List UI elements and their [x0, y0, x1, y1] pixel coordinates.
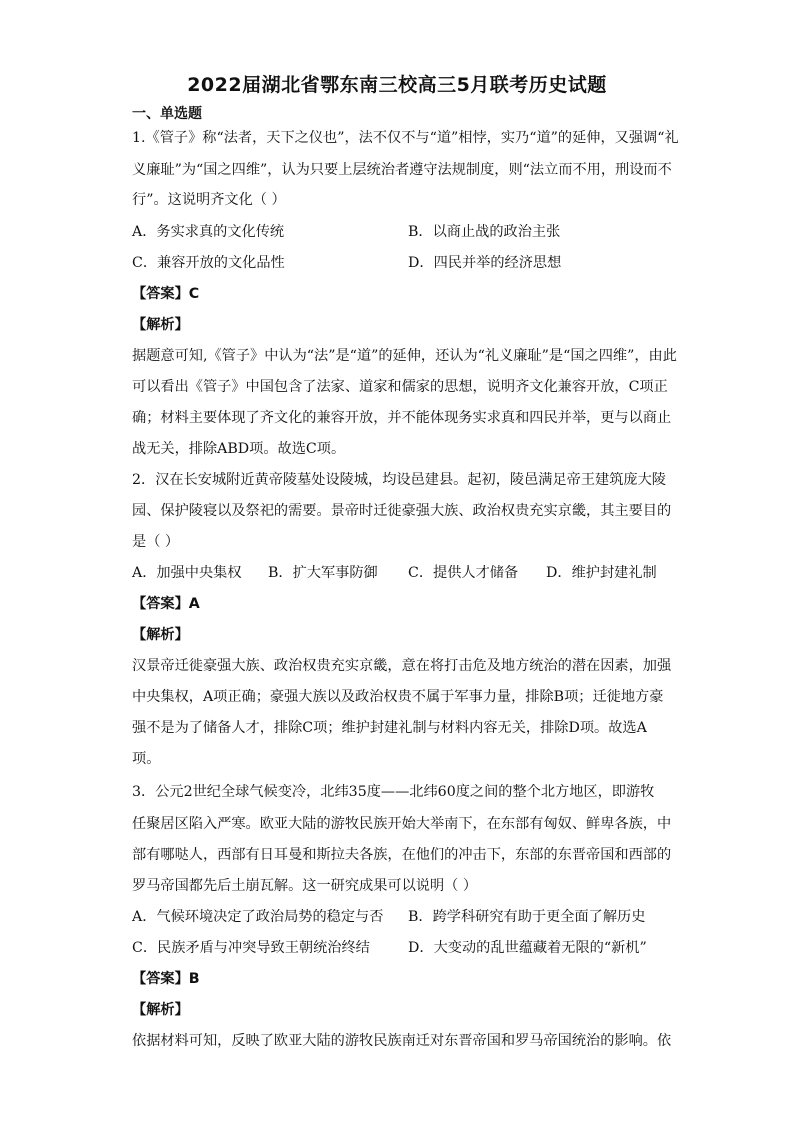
q1-option-c: C．兼容开放的文化品性 — [132, 255, 285, 271]
q3-option-b: B．跨学科研究有助于更全面了解历史 — [408, 909, 646, 925]
q1-analysis-line: 确；材料主要体现了齐文化的兼容开放，并不能体现务实求真和四民并举，更与以商止 — [132, 410, 672, 426]
q2-analysis-label: 【解析】 — [132, 627, 189, 643]
q1-stem-line: 行”。这说明齐文化（ ） — [132, 192, 286, 208]
q1-option-d: D．四民并举的经济思想 — [408, 255, 562, 271]
q2-analysis-line: 项。 — [132, 751, 161, 767]
q3-stem-line: 罗马帝国都先后土崩瓦解。这一研究成果可以说明（ ） — [132, 878, 478, 894]
q1-stem-line: 义廉耻”为“国之四维”，认为只要上层统治者遵守法规制度，则“法立而不用，刑设而不 — [132, 162, 672, 178]
q1-analysis-label: 【解析】 — [132, 317, 189, 333]
section-heading: 一、单选题 — [132, 106, 202, 122]
q2-stem-line: 2．汉在长安城附近黄帝陵墓处设陵城，均设邑建县。起初，陵邑满足帝王建筑庞大陵 — [132, 472, 666, 488]
q3-analysis-line: 依据材料可知，反映了欧亚大陆的游牧民族南迁对东晋帝国和罗马帝国统治的影响。依 — [132, 1033, 672, 1049]
q1-stem-line: 1.《管子》称“法者，天下之仪也”，法不仅不与“道”相悖，实乃“道”的延伸，又强调“礼 — [132, 130, 679, 146]
q2-option-a: A．加强中央集权 — [132, 565, 242, 581]
q2-analysis-line: 强不是为了储备人才，排除C项；维护封建礼制与材料内容无关，排除D项。故选A — [132, 720, 647, 736]
q2-option-d: D．维护封建礼制 — [546, 565, 657, 581]
q2-answer: 【答案】A — [132, 596, 200, 612]
q3-option-c: C．民族矛盾与冲突导致王朝统治终结 — [132, 940, 370, 956]
q2-stem-line: 是（ ） — [132, 534, 180, 550]
q3-stem-line: 任聚居区陷入严寒。欧亚大陆的游牧民族开始大举南下，在东部有匈奴、鲜卑各族，中 — [132, 816, 672, 832]
q1-analysis-line: 据题意可知,《管子》中认为“法”是“道”的延伸，还认为“礼义廉耻”是“国之四维”，由此 — [132, 348, 677, 364]
q3-analysis-label: 【解析】 — [132, 1002, 189, 1018]
q3-option-a: A．气候环境决定了政治局势的稳定与否 — [132, 909, 384, 925]
q2-stem-line: 园、保护陵寝以及祭祀的需要。景帝时迁徙豪强大族、政治权贵充实京畿，其主要目的 — [132, 503, 672, 519]
q3-answer: 【答案】B — [132, 971, 200, 987]
q2-option-c: C．提供人才储备 — [408, 565, 519, 581]
q1-answer: 【答案】C — [132, 286, 200, 302]
q2-analysis-line: 汉景帝迁徙豪强大族、政治权贵充实京畿，意在将打击危及地方统治的潜在因素，加强 — [132, 658, 672, 674]
q3-stem-line: 部有哪哒人，西部有日耳曼和斯拉夫各族，在他们的冲击下，东部的东晋帝国和西部的 — [132, 847, 672, 863]
q3-option-d: D．大变动的乱世蕴藏着无限的“新机” — [408, 940, 647, 956]
q3-stem-line: 3．公元2世纪全球气候变冷，北纬35度——北纬60度之间的整个北方地区，即游牧 — [132, 784, 655, 800]
q1-option-a: A．务实求真的文化传统 — [132, 224, 285, 240]
q2-option-b: B．扩大军事防御 — [268, 565, 378, 581]
q1-analysis-line: 可以看出《管子》中国包含了法家、道家和儒家的思想，说明齐文化兼容开放，C项正 — [132, 379, 668, 395]
q2-analysis-line: 中央集权，A项正确；豪强大族以及政治权贵不属于军事力量，排除B项；迁徙地方豪 — [132, 689, 664, 705]
document-title: 2022届湖北省鄂东南三校高三5月联考历史试题 — [187, 74, 607, 96]
q1-analysis-line: 战无关，排除ABD项。故选C项。 — [132, 441, 346, 457]
q1-option-b: B．以商止战的政治主张 — [408, 224, 561, 240]
